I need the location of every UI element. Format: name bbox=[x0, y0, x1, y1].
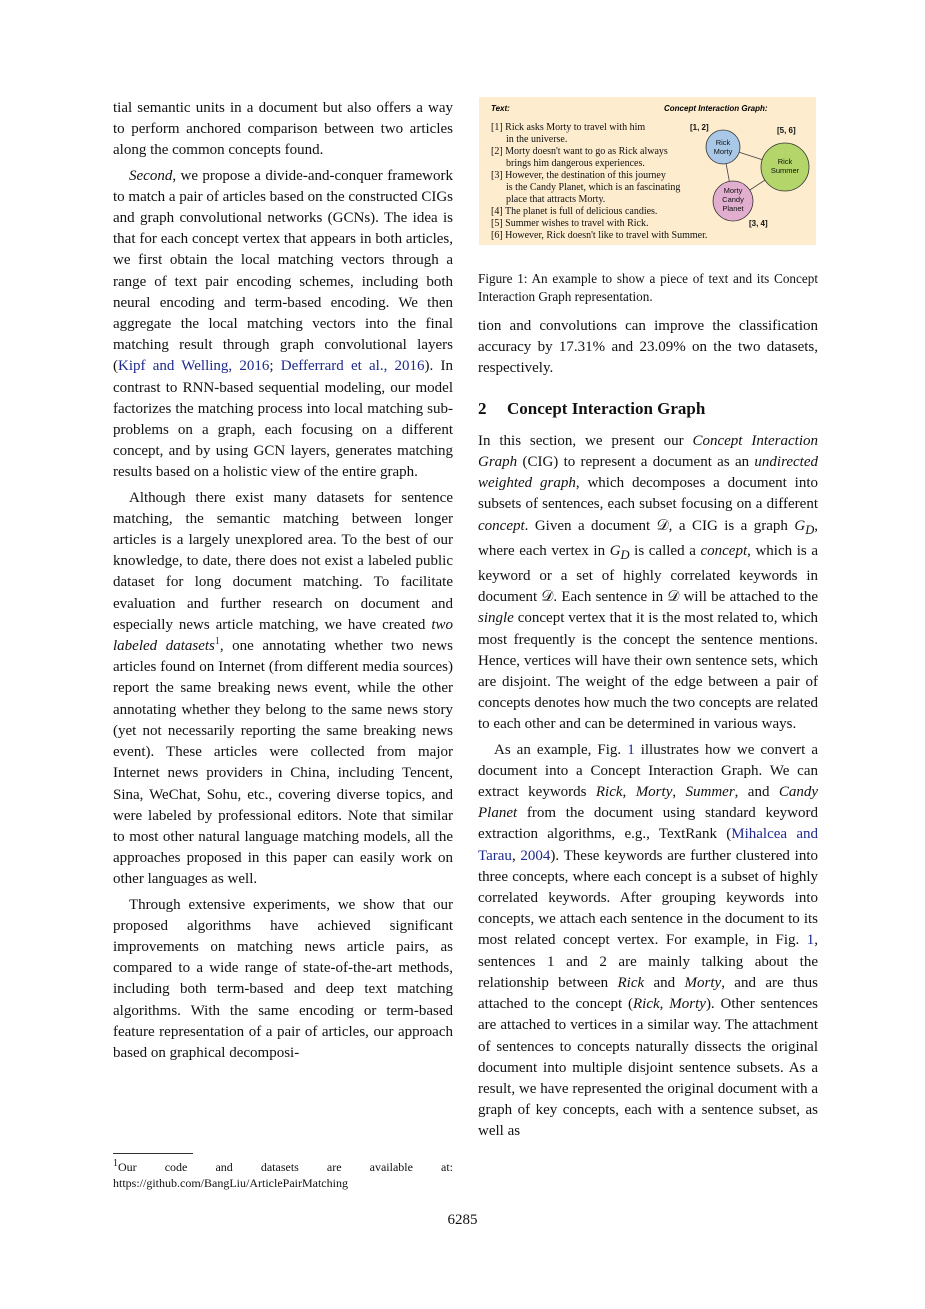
figure-text-line: [1] Rick asks Morty to travel with him bbox=[491, 122, 646, 133]
node-sentence-ids: [5, 6] bbox=[777, 126, 796, 135]
citation-link[interactable]: Defferrard et al., 2016 bbox=[280, 358, 425, 375]
concept-interaction-graph-figure bbox=[479, 97, 816, 245]
figure-graph-heading: Concept Interaction Graph: bbox=[664, 104, 768, 113]
right-column bbox=[478, 316, 818, 1143]
paragraph: tial semantic units in a document but also offers a way to perform anchored comparison between two articles along the common concepts found. bbox=[113, 100, 453, 159]
footnote-url[interactable]: https://github.com/BangLiu/ArticlePairMatching bbox=[113, 1176, 348, 1190]
footnote bbox=[113, 1153, 453, 1191]
paragraph: Second, we propose a divide-and-conquer framework to match a pair of articles based on the constructed CIGs and graph convolutional networks (GCNs). The idea is that for each concept vertex that appears in both articles, we first obtain the local matching vectors through a range of text pair encoding schemes, including both neural encoding and term-based encoding. We then aggregate the local matching vectors into the final matching result through graph convolutional layers (Kipf and Welling, 2016; Defferrard et al., 2016). In contrast to RNN-based sequential modeling, our model factorizes the matching process into local matching sub-problems on a graph, each focusing on a different concept, and by using GCN layers, generates matching results based on a holistic view of the entire graph. bbox=[113, 167, 453, 481]
footnote-mark[interactable]: 1 bbox=[214, 636, 220, 648]
citation-link[interactable]: Kipf and Welling, 2016 bbox=[118, 358, 270, 375]
citation-link[interactable]: 2004 bbox=[520, 847, 551, 864]
figure-text-line: is the Candy Planet, which is an fascinating bbox=[506, 182, 681, 193]
figure-text-line: [3] However, the destination of this journey bbox=[491, 170, 666, 181]
node-label: Morty bbox=[713, 147, 733, 156]
footnote-number: 1 bbox=[113, 1158, 118, 1169]
node-sentence-ids: [1, 2] bbox=[690, 123, 709, 132]
figure-text-line: brings him dangerous experiences. bbox=[506, 158, 645, 169]
paragraph: Although there exist many datasets for sentence matching, the semantic matching between longer articles is a largely unexplored area. To the best of our knowledge, to date, there does not exist a labeled public dataset for long document matching. To facilitate evaluation and further research on document and especially news article matching, we have created two labeled datasets$^1$, one annotating whether two news articles found on Internet (from different media sources) report the same breaking news event, while the other annotating whether they belong to the same news story (yet not necessarily reporting the same breaking news event). These articles were collected from major Internet news providers in China, including Tencent, Sina, WeChat, Sohu, etc., covering diverse topics, and were labeled by professional editors. Note that similar to most other natural language matching models, all the approaches proposed in this paper can easily work on other languages as well. bbox=[113, 489, 453, 888]
section-title: Concept Interaction Graph bbox=[507, 398, 706, 418]
footnote-text: Our code and datasets are available at: bbox=[118, 1160, 453, 1174]
figure-text-heading: Text: bbox=[491, 104, 510, 113]
node-sentence-ids: [3, 4] bbox=[749, 219, 768, 228]
section-number: 2 bbox=[478, 398, 487, 418]
figure-caption: Figure 1: An example to show a piece of text and its Concept Interaction Graph representation. bbox=[478, 271, 818, 304]
figure-text-line: [5] Summer wishes to travel with Rick. bbox=[491, 218, 649, 229]
figure-text-line: [2] Morty doesn't want to go as Rick always bbox=[491, 146, 668, 157]
node-label: Candy bbox=[722, 195, 744, 204]
paragraph: tion and convolutions can improve the classification accuracy by 17.31% and 23.09% on the two datasets, respectively. bbox=[478, 318, 818, 377]
node-label: Rick bbox=[777, 157, 793, 166]
paragraph: In this section, we present our Concept Interaction Graph (CIG) to represent a document as an undirected weighted graph, which decomposes a document into subsets of sentences, each subset focusing on a different concept. Given a document 𝒟, a CIG is a graph $G_D$, where each vertex in $G_D$ is called a concept, which is a keyword or a set of highly correlated keywords in document 𝒟. Each sentence in 𝒟 will be attached to the single concept vertex that it is the most related to, which most frequently is the concept the sentence mentions. Hence, vertices will have their own sentence sets, which are disjoint. The weight of the edge between a pair of concepts denotes how much the two concepts are related to each other and can be determined in various ways. bbox=[478, 432, 819, 733]
paragraph: As an example, Fig. 1 illustrates how we convert a document into a Concept Interaction Graph. We can extract keywords Rick, Morty, Summer, and Candy Planet from the document using standard keyword extraction algorithms, e.g., TextRank (Mihalcea and Tarau, 2004). These keywords are further clustered into three concepts, where each concept is a subset of highly correlated keywords. After grouping keywords into concepts, we attach each sentence in the document to its most related concept vertex. For example, in Fig. 1, sentences 1 and 2 are mainly talking about the relationship between Rick and Morty, and are thus attached to the concept (Rick, Morty). Other sentences are attached to vertices in a similar way. The attachment of sentences to concepts naturally dissects the original document into multiple disjoint sentence subsets. As a result, we have represented the original document with a graph of key concepts, each with a sentence subset, as well as bbox=[478, 741, 819, 1140]
figure-ref-link[interactable]: 1 bbox=[627, 741, 635, 758]
paragraph: Through extensive experiments, we show that our proposed algorithms have achieved significant improvements on matching news article pairs, as compared to a wide range of state-of-the-art methods, including both term-based and deep text matching algorithms. With the same encoding or term-based feature representation of a pair of articles, our approach based on graphical decomposi- bbox=[113, 896, 453, 1061]
figure-text-line: [4] The planet is full of delicious candies. bbox=[491, 206, 658, 217]
node-label: Rick bbox=[715, 138, 731, 147]
figure-1 bbox=[479, 97, 816, 245]
page-number: 6285 bbox=[447, 1212, 478, 1228]
citation-link[interactable]: Mihalcea and Tarau bbox=[478, 826, 818, 864]
node-label: Morty bbox=[723, 186, 743, 195]
figure-text-line: [6] However, Rick doesn't like to travel with Summer. bbox=[491, 230, 708, 241]
left-column bbox=[113, 98, 453, 1064]
section-heading bbox=[478, 398, 818, 419]
footnote-rule bbox=[113, 1153, 193, 1154]
node-label: Summer bbox=[770, 166, 800, 175]
figure-text-line: in the universe. bbox=[506, 134, 568, 145]
figure-ref-link[interactable]: 1 bbox=[806, 932, 815, 949]
figure-text-line: place that attracts Morty. bbox=[506, 194, 606, 205]
node-label: Planet bbox=[722, 204, 744, 213]
